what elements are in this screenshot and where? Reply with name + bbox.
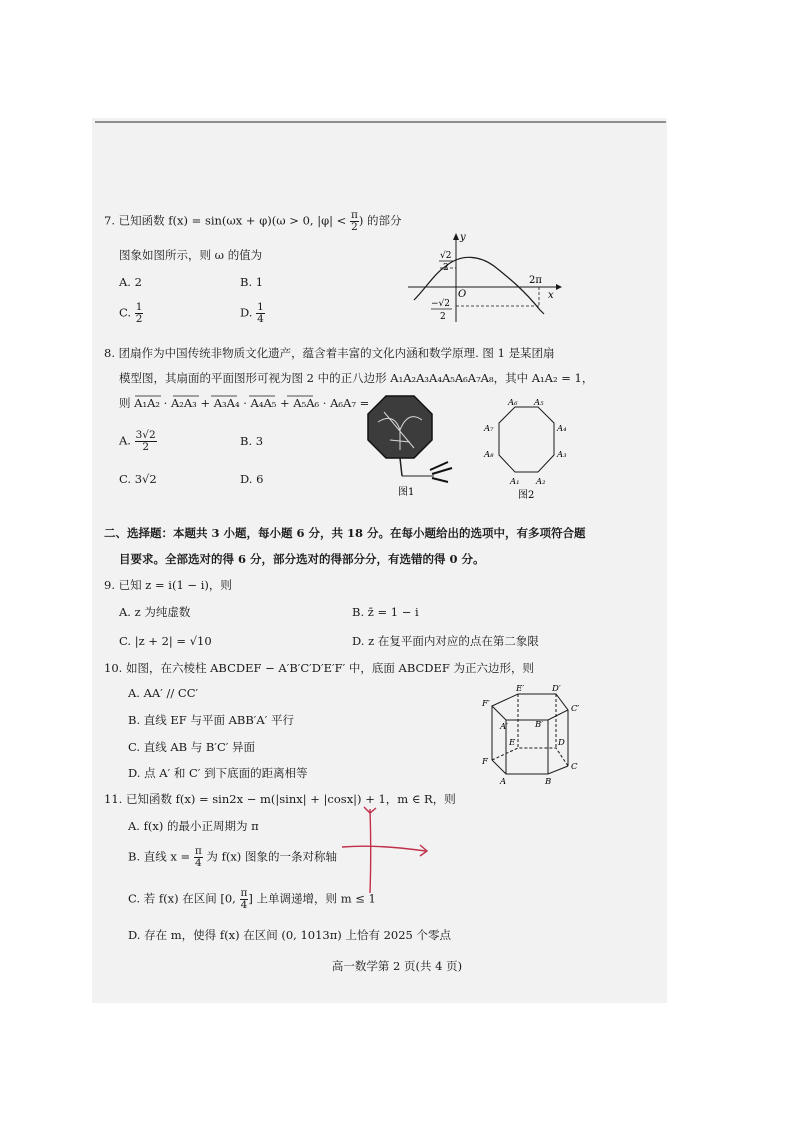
label-b: B: [545, 777, 552, 785]
q8-option-b: B. 3: [240, 434, 264, 448]
fraction-numerator: 1: [135, 301, 143, 313]
q7-stem-fraction: [350, 210, 359, 233]
label-d: D: [558, 738, 565, 748]
q7-stem: [104, 210, 402, 233]
octagon-figure: [478, 395, 573, 503]
fraction-numerator: π: [194, 845, 202, 857]
label-a8: A₈: [484, 450, 494, 460]
header-rule: [95, 121, 666, 123]
fraction-denominator: 4: [257, 313, 264, 325]
q9-option-c: C. |z + 2| = √10: [119, 634, 212, 648]
option-text-end: ] 上单调递增，则 m ≤ 1: [248, 891, 376, 906]
section2-line1: 二、选择题：本题共 3 小题，每小题 6 分，共 18 分。在每小题给出的选项中，有多项符合题: [104, 526, 586, 540]
fraction-denominator: 4: [194, 857, 202, 869]
octagon: [499, 407, 554, 472]
x-axis-arrow-icon: [556, 284, 562, 290]
option-text: B. 直线 x =: [128, 849, 194, 864]
label-a5: A₅: [534, 398, 544, 408]
q7-stem-text: 7. 已知函数 f(x) = sin(ωx + φ)(ω > 0, |φ| <: [104, 213, 350, 228]
q11-option-b-fraction: [194, 846, 203, 869]
q9-option-b: B. z̄ = 1 − i: [352, 605, 419, 619]
y-axis-arrow-icon: [453, 233, 459, 240]
fraction-denominator: 2: [351, 221, 358, 233]
q7-option-d-fraction: [256, 302, 265, 325]
fraction-numerator: 1: [257, 301, 264, 313]
label-e: E: [509, 738, 516, 748]
q8-line1: 8. 团扇作为中国传统非物质文化遗产，蕴含着丰富的文化内涵和数学原理. 图 1 是某团扇: [104, 346, 555, 360]
q10-stem: 10. 如图，在六棱柱 ABCDEF − A′B′C′D′E′F′ 中，底面 ABCDEF 为正六边形，则: [104, 661, 535, 675]
label-f: F: [482, 757, 488, 767]
fraction-numerator: 3√2: [135, 429, 156, 441]
q7-option-a: A. 2: [119, 275, 142, 289]
q7-option-c-fraction: [135, 302, 144, 325]
section2-line2: 目要求。全部选对的得 6 分，部分选对的得部分分，有选错的得 0 分。: [119, 552, 485, 566]
fraction-denominator: 2: [142, 441, 149, 453]
q9-stem: 9. 已知 z = i(1 − i)，则: [104, 578, 232, 592]
label-ep: E′: [516, 684, 525, 694]
label-a3: A₃: [557, 450, 567, 460]
hexagonal-prism-figure: [478, 680, 588, 785]
q8-option-a: [119, 430, 157, 453]
fraction-numerator: π: [240, 887, 248, 899]
pen-cross-mark: [340, 805, 435, 897]
q9-option-d: D. z 在复平面内对应的点在第二象限: [352, 634, 539, 648]
label-a6: A₆: [508, 398, 518, 408]
top-hexagon: [492, 694, 568, 720]
q8-option-d: D. 6: [240, 472, 264, 486]
q11-stem: 11. 已知函数 f(x) = sin2x − m(|sinx| + |cosx|) + 1，m ∈ R，则: [104, 792, 456, 806]
x-mark-2pi: 2π: [529, 275, 542, 286]
q8-line3: 则 A₁A₂ · A₂A₃ + A₃A₄ · A₄A₅ + A₅A₆ · A₆A₇ =: [119, 396, 370, 410]
fan-tassel: [430, 462, 452, 482]
bottom-visible-edges: [492, 760, 568, 774]
label-a: A: [500, 777, 507, 785]
option-letter: D.: [240, 305, 253, 320]
fig2-caption: 图2: [518, 490, 535, 501]
q7-option-d: [240, 302, 265, 325]
fraction-denominator: 2: [135, 313, 143, 325]
x-label: x: [548, 290, 554, 301]
fan-figure: [364, 392, 464, 500]
q10-option-a: A. AA′ // CC′: [128, 686, 199, 700]
q9-option-a: A. z 为纯虚数: [119, 605, 191, 619]
label-cp: C′: [571, 704, 580, 714]
top-value-num: √2: [440, 251, 452, 261]
label-c: C: [571, 762, 578, 772]
origin-label: O: [458, 289, 467, 300]
y-label: y: [460, 232, 466, 243]
fraction-numerator: π: [350, 209, 358, 221]
q10-option-b: B. 直线 EF 与平面 ABB′A′ 平行: [128, 713, 294, 727]
option-text: C. 若 f(x) 在区间 [0,: [128, 891, 240, 906]
pen-vertical-stroke: [370, 809, 371, 893]
option-text-end: 为 f(x) 图象的一条对称轴: [202, 849, 337, 864]
label-a2: A₂: [536, 477, 546, 487]
q11-option-d: D. 存在 m，使得 f(x) 在区间 (0, 1013π) 上恰有 2025 个零点: [128, 928, 452, 942]
fraction-denominator: 4: [240, 899, 248, 911]
bottom-value-den: 2: [440, 312, 446, 322]
option-letter: A.: [119, 433, 131, 448]
label-fp: F′: [482, 699, 490, 709]
label-a4: A₄: [557, 424, 567, 434]
q10-option-c: C. 直线 AB 与 B′C′ 异面: [128, 740, 256, 754]
q8-line2: 模型图，其扇面的平面图形可视为图 2 中的正八边形 A₁A₂A₃A₄A₅A₆A₇A₈，其中 A₁A₂ = 1，: [119, 371, 594, 385]
fan-handle: [400, 458, 402, 476]
bottom-hidden-edges: [492, 748, 568, 766]
label-a7: A₇: [484, 424, 494, 434]
label-bp: B′: [535, 720, 544, 730]
q7-option-b: B. 1: [240, 275, 264, 289]
vector-arrows: [133, 393, 333, 399]
label-dp: D′: [552, 684, 561, 694]
q8-option-c: C. 3√2: [119, 472, 157, 486]
q10-option-d: D. 点 A′ 和 C′ 到下底面的距离相等: [128, 766, 308, 780]
q8-option-a-fraction: [135, 430, 157, 453]
q7-line2: 图象如图所示，则 ω 的值为: [119, 248, 263, 262]
label-a1: A₁: [510, 477, 520, 487]
q7-option-c: [119, 302, 143, 325]
label-ap: A′: [500, 722, 509, 732]
q7-sine-graph: [404, 228, 564, 328]
bottom-value-num: −√2: [431, 299, 451, 309]
fig1-caption: 图1: [398, 487, 415, 498]
q11-option-a: A. f(x) 的最小正周期为 π: [128, 819, 259, 833]
page-footer: 高一数学第 2 页(共 4 页): [331, 959, 463, 973]
q7-stem-text-end: ) 的部分: [358, 213, 402, 228]
option-letter: C.: [119, 305, 132, 320]
pen-horizontal-stroke: [342, 846, 426, 851]
q11-option-b: [128, 846, 337, 869]
q11-option-c: [128, 888, 376, 911]
top-value-den: 2: [443, 263, 449, 273]
